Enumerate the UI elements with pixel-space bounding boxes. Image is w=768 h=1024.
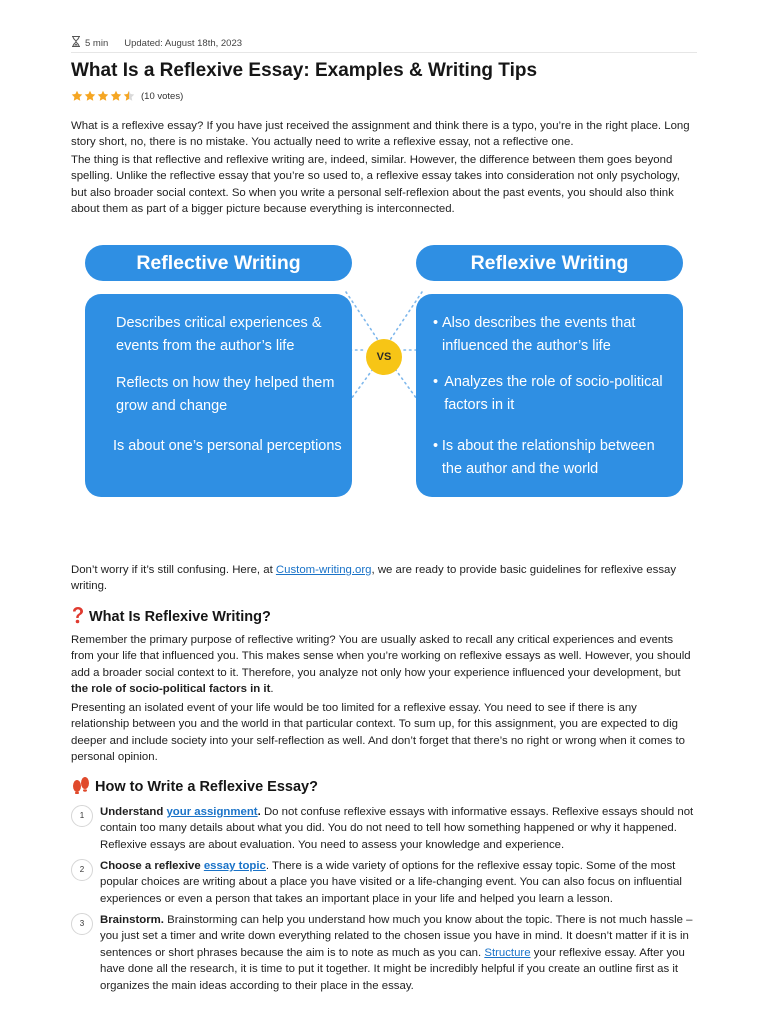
card-item-text: Also describes the events that influenced the author’s life (442, 315, 636, 354)
list-item (71, 804, 697, 853)
section-heading-text: What Is Reflexive Writing? (89, 609, 271, 625)
section-heading (71, 776, 318, 798)
reflective-writing-card (85, 294, 352, 497)
votes-count: (10 votes) (141, 90, 184, 102)
intro-paragraph: The thing is that reflective and reflexive writing are, indeed, similar. However, the difference between them goes beyond spelling. Unlike the reflective essay that you’re so used to, a reflexive essay takes into consideration not only psychology, but also broader social context. So when you write a personal self-reflexion about the past events, you should also think about them as part of a bigger picture because everything is interconnected. (71, 154, 680, 216)
step-text (100, 804, 697, 853)
list-item (71, 858, 697, 907)
bold-text: Understand (100, 806, 167, 818)
hourglass-icon (71, 36, 81, 50)
paragraph (71, 562, 697, 595)
paragraph-text: Remember the primary purpose of reflective writing? You are usually asked to recall any critical experiences and events from your life that influenced you. This makes sense when you’re working on reflexive essays as well. However, you should add a broader social context to it. Therefore, you analyze not only how your experience influenced your development, but (71, 634, 691, 679)
reflexive-writing-card (416, 294, 683, 497)
card-item: Describes critical experiences & events from the author’s life (116, 315, 322, 354)
comparison-infographic (84, 238, 684, 500)
paragraph-text: your reflexive essay. After you have done all the research, it is time to put it together. It might be incredibly helpful if you create an outline first as it organizes the main ideas according to their place in the essay. (100, 946, 685, 992)
section-heading-text: How to Write a Reflexive Essay? (95, 779, 318, 795)
bold-text: Choose a reflexive (100, 860, 204, 872)
card-item-text: Is about the relationship between the author and the world (441, 438, 655, 477)
star-icon (84, 90, 96, 102)
reflective-writing-title: Reflective Writing (85, 245, 352, 281)
step-number: 1 (71, 805, 93, 827)
vs-badge: VS (366, 339, 402, 375)
paragraph (71, 632, 697, 698)
star-icon (110, 90, 122, 102)
section-heading (71, 606, 271, 628)
step-text (100, 858, 697, 907)
read-time: 5 min (85, 37, 109, 49)
card-item (433, 312, 678, 358)
bullet-icon: • (433, 374, 439, 390)
custom-writing-link[interactable]: Custom-writing.org (275, 564, 372, 576)
bold-text: Brainstorm. (100, 914, 164, 926)
card-item (433, 435, 678, 481)
updated-date: Updated: August 18th, 2023 (124, 37, 243, 49)
your-assignment-link[interactable]: your assignment (166, 806, 258, 818)
bold-text: the role of socio-political factors in it (71, 683, 271, 696)
question-mark-icon (71, 606, 85, 628)
meta-divider (71, 52, 697, 53)
step-number: 3 (71, 913, 93, 935)
paragraph-text: Brainstorming can help you understand how much you know about the topic. There is not much hassle – you just set a timer and write down everything related to the chosen issue you have in mind. It doesn’t matter if it is in sentences or short phrases because the aim is to note as much as you can. (100, 914, 693, 959)
star-icon (97, 90, 109, 102)
structure-link[interactable]: Structure (484, 946, 531, 959)
article-meta (71, 36, 242, 50)
card-item: Reflects on how they helped them grow and change (116, 375, 335, 414)
bullet-icon: • (433, 438, 439, 454)
intro-paragraph: What is a reflexive essay? If you have just received the assignment and think there is a typo, you’re in the right place. Long story short, no, there is no mistake. You actually need to write a reflexive essay, not a reflective one. (71, 120, 690, 149)
bold-text: . (257, 806, 261, 818)
essay-topic-link[interactable]: essay topic (203, 860, 266, 872)
card-item: Is about one’s personal perceptions (113, 438, 342, 454)
paragraph-text: . There is a wide variety of options for the reflexive essay topic. Some of the most popular choices are writing about a place you have visited or a life-changing event. You can also focus on influential experiences or even a person that takes an important place in your life and helped you learn a lesson. (100, 860, 682, 905)
paragraph-text: , we are ready to provide basic guidelines for reflexive essay writing. (71, 564, 677, 593)
page-title: What Is a Reflexive Essay: Examples & Writing Tips (71, 60, 538, 81)
bullet-icon: • (433, 315, 439, 331)
paragraph-text: . (270, 683, 274, 696)
star-icon (71, 90, 83, 102)
footprints-icon (71, 776, 91, 798)
list-item (71, 912, 697, 994)
step-number: 2 (71, 859, 93, 881)
half-star-icon (123, 90, 135, 102)
paragraph-text: Don’t worry if it’s still confusing. Here, at (71, 564, 276, 576)
star-rating[interactable] (71, 90, 183, 102)
card-item-text: Analyzes the role of socio-political factors in it (444, 374, 663, 413)
paragraph: Presenting an isolated event of your life would be too limited for a reflexive essay. You need to see if there is any relationship between you and the world in that particular context. To sum up, for this assignment, you are expected to dig deeper and include society into your self-reflection as well. And don’t forget that there’s no right or wrong when it comes to personal opinion. (71, 702, 685, 764)
reflexive-writing-title: Reflexive Writing (416, 245, 683, 281)
paragraph-text: Do not confuse reflexive essays with informative essays. Reflexive essays should not contain too many details about what you did. You do not need to tell how something happened or why it happened. Reflexive essays are about evaluation. You need to assess your knowledge and experience. (100, 806, 694, 851)
step-text (100, 912, 697, 994)
card-item (433, 371, 678, 417)
